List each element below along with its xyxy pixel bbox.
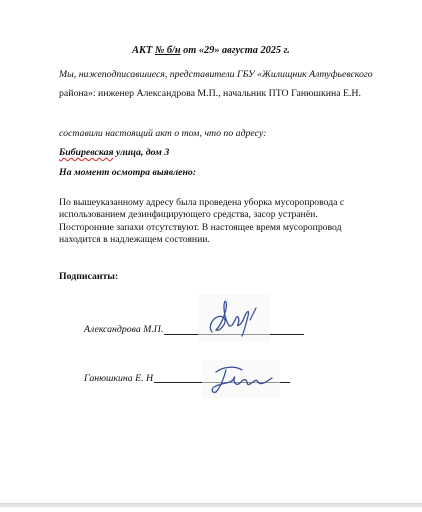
signer2-signature-image <box>202 360 280 398</box>
composed-line: составили настоящий акт о том, что по адресу: <box>59 128 267 139</box>
page-bottom-edge <box>0 503 422 507</box>
address-rest: улица, дом 3 <box>113 147 170 158</box>
act-title <box>0 45 422 56</box>
signer1-name: Александрова М.П. <box>84 324 164 335</box>
intro-line-2: района»: инженер Александрова М.П., начальник ПТО Ганюшкина Е.Н. <box>59 88 361 99</box>
signer2-name: Ганюшкина Е. Н <box>84 373 154 384</box>
act-title-prefix: АКТ <box>132 45 155 56</box>
body-paragraph: По вышеуказанному адресу была проведена уборка мусоропровода с использованием дезинфицирующего средства, засор устранён. Посторонние запахи отсутствуют. В настоящее время мусоропровод находится в надлежащем состоянии. <box>59 197 345 246</box>
act-number: № б/н <box>154 45 181 56</box>
address-line <box>59 147 169 158</box>
address-street: Бибиревская <box>59 147 114 158</box>
intro-line-1: Мы, нижеподписавшиеся, представители ГБУ «Жилищник Алтуфьевского <box>59 69 373 80</box>
signer1-signature-image <box>198 294 270 342</box>
act-date: от «29» августа 2025 г. <box>180 45 290 56</box>
signatories-heading: Подписанты: <box>59 271 119 282</box>
found-heading: На момент осмотра выявлено: <box>59 167 197 178</box>
